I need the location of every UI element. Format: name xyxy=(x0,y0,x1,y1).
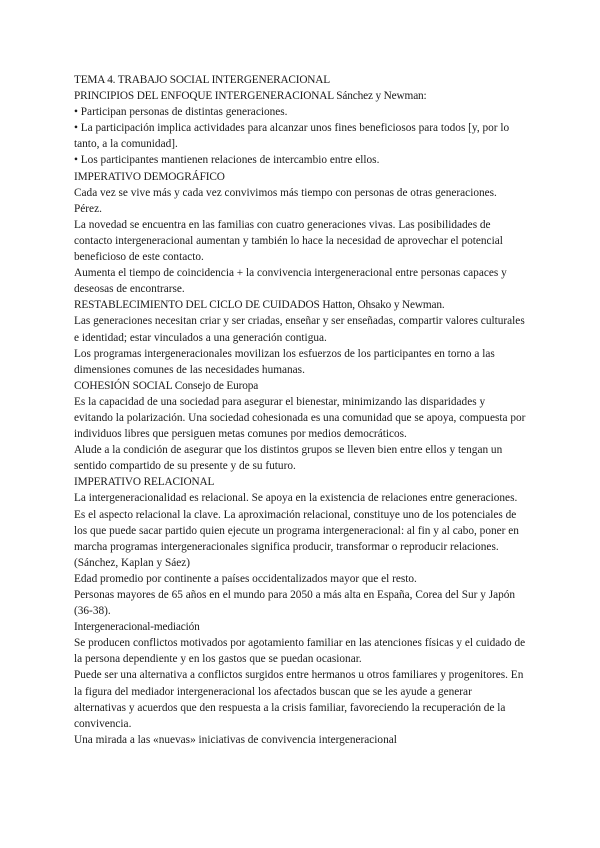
heading-principios: PRINCIPIOS DEL ENFOQUE INTERGENERACIONAL Sánchez y Newman: xyxy=(74,90,427,103)
heading-imperativo-demografico: IMPERATIVO DEMOGRÁFICO xyxy=(74,170,225,183)
paragraph: La intergeneracionalidad es relacional. Se apoya en la existencia de relaciones entre generaciones. Es el aspecto relacional la clave. La aproximación relacional, constituye uno de los potenciales de los que puede sacar partido quien ejecute un programa intergeneracional: al fin y al cabo, poner en marcha programas intergeneracionales significa producir, transformar o reproducir relaciones. (Sánchez, Kaplan y Sáez) xyxy=(74,492,519,569)
paragraph: Puede ser una alternativa a conflictos surgidos entre hermanos u otros familiares y progenitores. En la figura del mediador intergeneracional los afectados buscan que se les ayude a generar alternativas y acuerdos que den respuesta a la crisis familiar, favoreciendo la recuperación de la convivencia. xyxy=(74,669,524,730)
heading-imperativo-relacional: IMPERATIVO RELACIONAL xyxy=(74,476,215,489)
paragraph: Aumenta el tiempo de coincidencia + la convivencia intergeneracional entre personas capaces y deseosas de encontrarse. xyxy=(74,267,507,296)
heading-ciclo-cuidados: RESTABLECIMIENTO DEL CICLO DE CUIDADOS Hatton, Ohsako y Newman. xyxy=(74,299,445,312)
paragraph: Cada vez se vive más y cada vez convivimos más tiempo con personas de otras generaciones. Pérez. xyxy=(74,186,497,215)
paragraph: Las generaciones necesitan criar y ser criadas, enseñar y ser enseñadas, compartir valores culturales e identidad; estar vinculados a una generación contigua. xyxy=(74,315,525,344)
heading-cohesion-social: COHESIÓN SOCIAL Consejo de Europa xyxy=(74,379,259,392)
paragraph: Los programas intergeneracionales movilizan los esfuerzos de los participantes en torno a las dimensiones comunes de las necesidades humanas. xyxy=(74,347,495,376)
document-title: TEMA 4. TRABAJO SOCIAL INTERGENERACIONAL xyxy=(74,74,330,86)
bullet-item: • La participación implica actividades para alcanzar unos fines beneficiosos para todos [y, por lo tanto, a la comunidad]. xyxy=(74,122,510,151)
paragraph: La novedad se encuentra en las familias con cuatro generaciones vivas. Las posibilidades de contacto intergeneracional aumentan y también lo hace la necesidad de aprovechar el potencial beneficioso de este contacto. xyxy=(74,218,503,264)
bullet-item: • Los participantes mantienen relaciones de intercambio entre ellos. xyxy=(74,154,380,167)
paragraph: Edad promedio por continente a países occidentalizados mayor que el resto. xyxy=(74,572,417,585)
document-body xyxy=(74,72,526,748)
bullet-item: • Participan personas de distintas generaciones. xyxy=(74,106,288,119)
paragraph: Alude a la condición de asegurar que los distintos grupos se lleven bien entre ellos y tengan un sentido compartido de su presente y de su futuro. xyxy=(74,444,503,473)
paragraph: Es la capacidad de una sociedad para asegurar el bienestar, minimizando las disparidades y evitando la polarización. Una sociedad cohesionada es una comunidad que se apoya, compuesta por individuos libres que persiguen metas comunes por medios democráticos. xyxy=(74,395,526,441)
paragraph: Se producen conflictos motivados por agotamiento familiar en las atenciones físicas y el cuidado de la persona dependiente y en los gastos que se puedan ocasionar. xyxy=(74,637,526,666)
paragraph: Personas mayores de 65 años en el mundo para 2050 a más alta en España, Corea del Sur y Japón (36-38). xyxy=(74,589,516,618)
heading-mediacion: Intergeneracional-mediación xyxy=(74,621,200,634)
paragraph: Una mirada a las «nuevas» iniciativas de convivencia intergeneracional xyxy=(74,733,397,746)
